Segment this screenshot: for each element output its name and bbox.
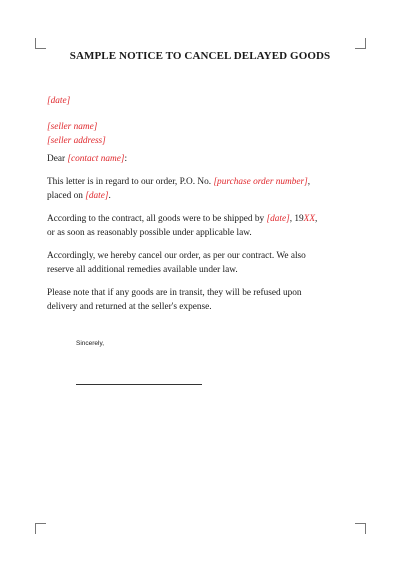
signature-line[interactable] — [76, 384, 202, 385]
date-placeholder[interactable]: [date] — [47, 96, 71, 106]
crop-mark-top-left — [35, 38, 46, 49]
po-number-placeholder[interactable]: [purchase order number] — [213, 177, 308, 187]
year-placeholder[interactable]: XX — [303, 214, 316, 224]
closing-sincerely: Sincerely, — [76, 340, 105, 347]
paragraph-order-reference: This letter is in regard to our order, P.O. No. [purchase order number], placed on [date]. — [47, 177, 311, 201]
crop-mark-bottom-left — [35, 523, 46, 534]
seller-address-line — [47, 134, 367, 148]
seller-address-placeholder[interactable]: [seller address] — [47, 136, 106, 146]
letter-body — [47, 94, 367, 323]
crop-mark-bottom-right — [355, 523, 366, 534]
date-line — [47, 94, 367, 108]
order-date-placeholder[interactable]: [date] — [85, 191, 109, 201]
paragraph-shipping-terms: According to the contract, all goods were to be shipped by [date], 19XX, or as soon as reasonably possible under applicable law. — [47, 214, 318, 238]
ship-date-placeholder[interactable]: [date] — [266, 214, 290, 224]
document-title: SAMPLE NOTICE TO CANCEL DELAYED GOODS — [69, 50, 331, 62]
seller-name-placeholder[interactable]: [seller name] — [47, 122, 98, 132]
paragraph-goods-in-transit: Please note that if any goods are in transit, they will be refused upon delivery and returned at the seller's expense. — [47, 288, 302, 312]
seller-name-line — [47, 120, 367, 134]
crop-mark-top-right — [355, 38, 366, 49]
contact-name-placeholder[interactable]: [contact name] — [67, 154, 125, 164]
paragraph-cancellation: Accordingly, we hereby cancel our order, as per our contract. We also reserve all additional remedies available under law. — [47, 251, 306, 275]
salutation: Dear [contact name]: — [47, 154, 128, 164]
